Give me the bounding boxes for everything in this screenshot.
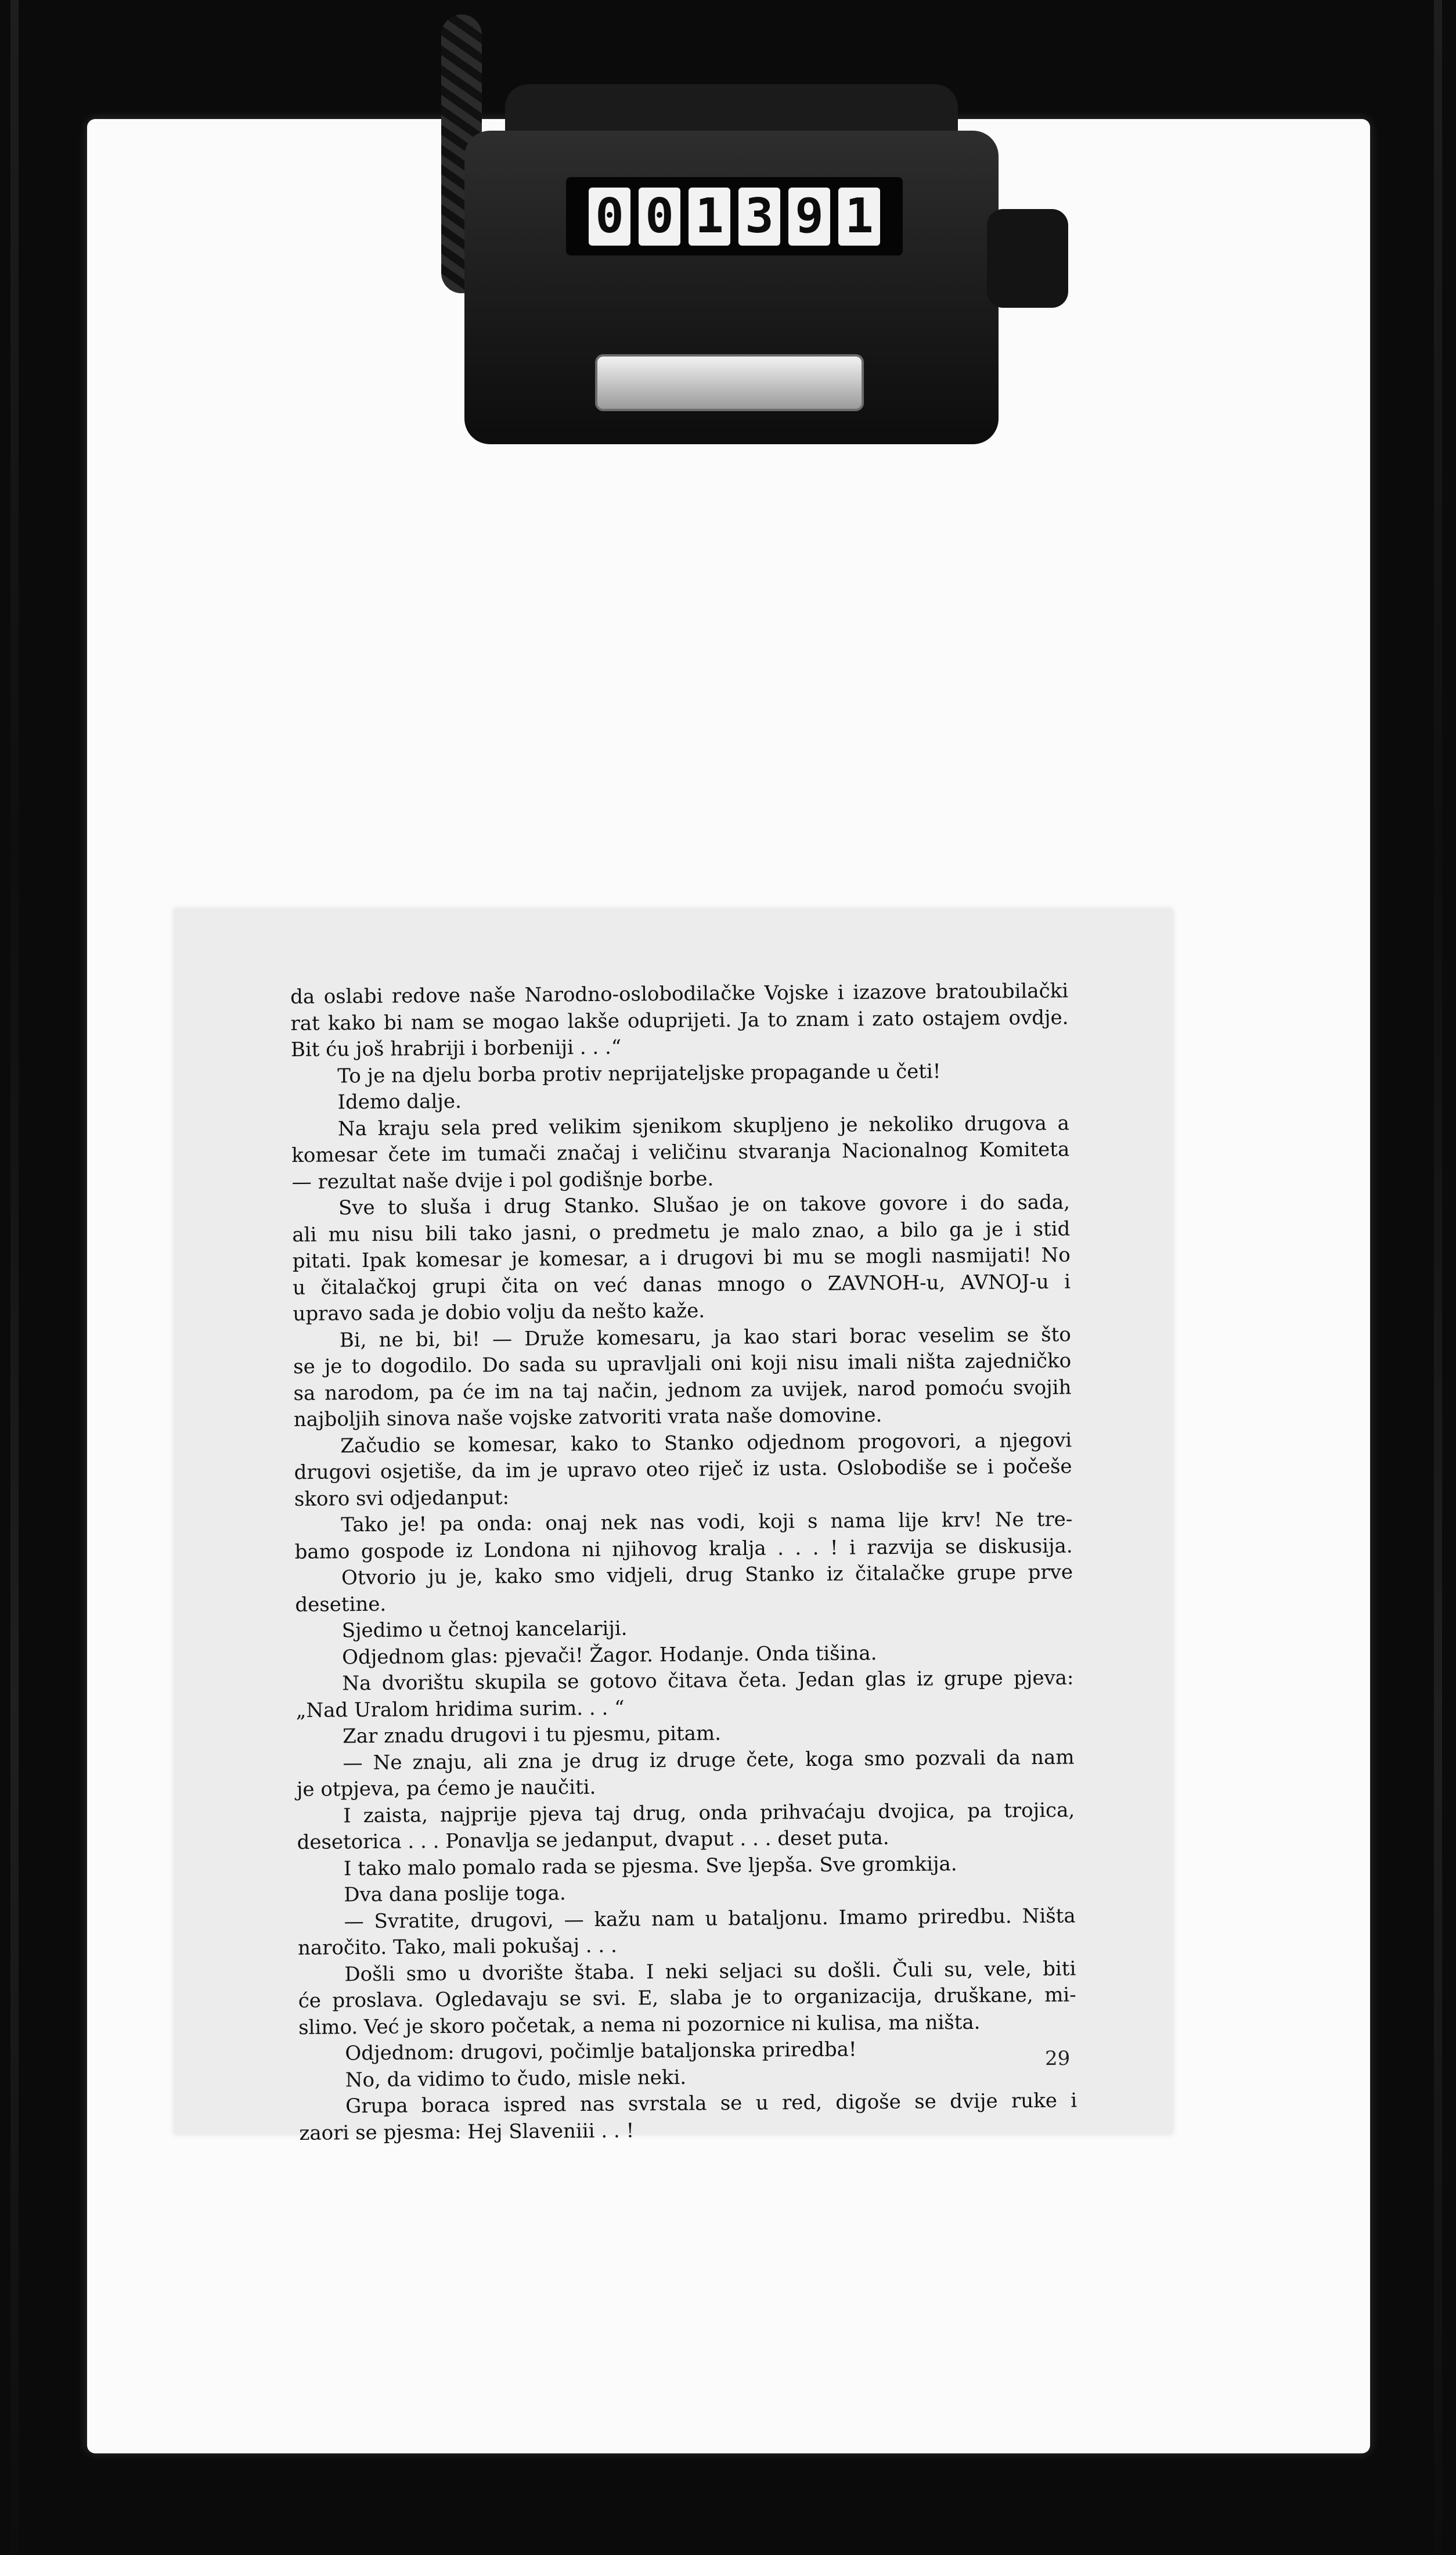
text-line: sa narodom, pa će im na taj način, jednom za uvijek, narod pomoću svojih: [293, 1375, 1072, 1405]
text-line: će proslava. Ogledavaju se svi. E, slaba je to organizacija, druškane, mi-: [298, 1983, 1076, 2013]
text-line: upravo sada je dobio volju da nešto kaže.: [293, 1299, 705, 1326]
frame-counter-device: [464, 84, 987, 450]
counter-digit: 1: [838, 188, 880, 246]
page-number: 29: [1045, 2047, 1071, 2070]
text-line: je otpjeva, pa ćemo je naučiti.: [296, 1775, 596, 1801]
text-line: Otvorio ju je, kako smo vidjeli, drug Stanko iz čitalačke grupe prve: [341, 1560, 1073, 1590]
text-line: — Svratite, drugovi, — kažu nam u bataljonu. Imamo priredbu. Ništa: [344, 1903, 1076, 1933]
counter-display: [566, 177, 903, 256]
counter-digit: 9: [788, 188, 830, 246]
text-line: skoro svi odjedanput:: [294, 1485, 510, 1511]
text-line: slimo. Već je skoro početak, a nema ni pozornice ni kulisa, ma ništa.: [298, 2010, 981, 2039]
text-line: Grupa boraca ispred nas svrstala se u red, digoše se dvije ruke i: [345, 2089, 1077, 2118]
counter-reset-knob: [987, 209, 1068, 308]
text-line: Začudio se komesar, kako to Stanko odjednom progovori, a njegovi: [340, 1428, 1072, 1458]
text-line: Bi, ne bi, bi! — Druže komesaru, ja kao stari borac veselim se što: [339, 1322, 1071, 1352]
counter-digit: 1: [689, 188, 730, 246]
text-line: rat kako bi nam se mogao lakše oduprijeti. Ja to znam i zato ostajem ovdje.: [290, 1005, 1069, 1035]
text-line: — Ne znaju, ali zna je drug iz druge čete, koga smo pozvali da nam: [343, 1745, 1075, 1775]
text-line: Sve to sluša i drug Stanko. Slušao je on takove govore i do sada,: [338, 1190, 1071, 1220]
text-line: — rezultat naše dvije i pol godišnje borbe.: [291, 1167, 714, 1194]
text-line: Tako je! pa onda: onaj nek nas vodi, koji s nama lije krv! Ne tre-: [341, 1507, 1073, 1537]
text-line: Sjedimo u četnoj kancelariji.: [341, 1617, 628, 1643]
text-line: se je to dogodilo. Do sada su upravljali oni koji nisu imali ništa zajedničko: [293, 1349, 1072, 1379]
text-line: Na dvorištu skupila se gotovo čitava četa. Jedan glas iz grupe pjeva:: [342, 1666, 1074, 1696]
text-line: desetine.: [295, 1592, 387, 1617]
text-line: drugovi osjetiše, da im je upravo oteo riječ iz usta. Oslobodiše se i počeše: [294, 1455, 1072, 1484]
page-body-text: [290, 978, 1077, 2146]
text-line: naročito. Tako, mali pokušaj . . .: [297, 1934, 618, 1960]
text-line: I tako malo pomalo rada se pjesma. Sve ljepša. Sve gromkija.: [343, 1852, 957, 1880]
film-edge-left: [10, 0, 19, 2555]
text-line: Dva dana poslije toga.: [344, 1881, 566, 1907]
text-line: pitati. Ipak komesar je komesar, a i drugovi bi mu se mogli nasmijati! No: [292, 1243, 1071, 1273]
text-line: Odjednom glas: pjevači! Žagor. Hodanje. Onda tišina.: [341, 1641, 877, 1669]
counter-digit: 0: [589, 188, 630, 246]
counter-nameplate: [595, 354, 864, 411]
text-line: Odjednom: drugovi, počimlje bataljonska priredba!: [345, 2038, 857, 2065]
text-line: bamo gospode iz Londona ni njihovog kralja . . . ! i razvija se diskusija.: [294, 1534, 1073, 1564]
text-line: No, da vidimo to čudo, misle neki.: [345, 2065, 687, 2092]
text-line: zaori se pjesma: Hej Slaveniii . . !: [299, 2118, 635, 2145]
text-line: To je na djelu borba protiv neprijateljske propagande u četi!: [337, 1059, 941, 1088]
counter-digit: 3: [738, 188, 780, 246]
text-line: komesar čete im tumači značaj i veličinu stvaranja Nacionalnog Komiteta: [291, 1138, 1070, 1167]
text-line: desetorica . . . Ponavlja se jedanput, dvaput . . . deset puta.: [297, 1826, 889, 1854]
text-line: da oslabi redove naše Narodno-oslobodilačke Vojske i izazove bratoubilački: [290, 979, 1069, 1009]
document-page: [174, 909, 1173, 2145]
film-edge-right: [1434, 0, 1442, 2555]
counter-digit: 0: [639, 188, 680, 246]
text-line: Došli smo u dvorište štaba. I neki seljaci su došli. Čuli su, vele, biti: [344, 1956, 1076, 1986]
text-line: u čitalačkoj grupi čita on već danas mnogo o ZAVNOH-u, AVNOJ-u i: [292, 1269, 1071, 1300]
text-line: Zar znadu drugovi i tu pjesmu, pitam.: [343, 1722, 722, 1748]
text-line: Idemo dalje.: [337, 1089, 462, 1114]
text-line: ali mu nisu bili tako jasni, o predmetu je malo znao, a bilo ga je i stid: [292, 1217, 1071, 1247]
text-line: „Nad Uralom hridima surim. . . “: [295, 1696, 625, 1722]
text-line: Bit ću još hrabriji i borbeniji . . .“: [290, 1035, 622, 1061]
text-line: Na kraju sela pred velikim sjenikom skupljeno je nekoliko drugova a: [337, 1111, 1070, 1140]
text-line: najboljih sinova naše vojske zatvoriti vrata naše domovine.: [293, 1404, 882, 1431]
text-line: I zaista, najprije pjeva taj drug, onda prihvaćaju dvojica, pa trojica,: [343, 1798, 1075, 1827]
